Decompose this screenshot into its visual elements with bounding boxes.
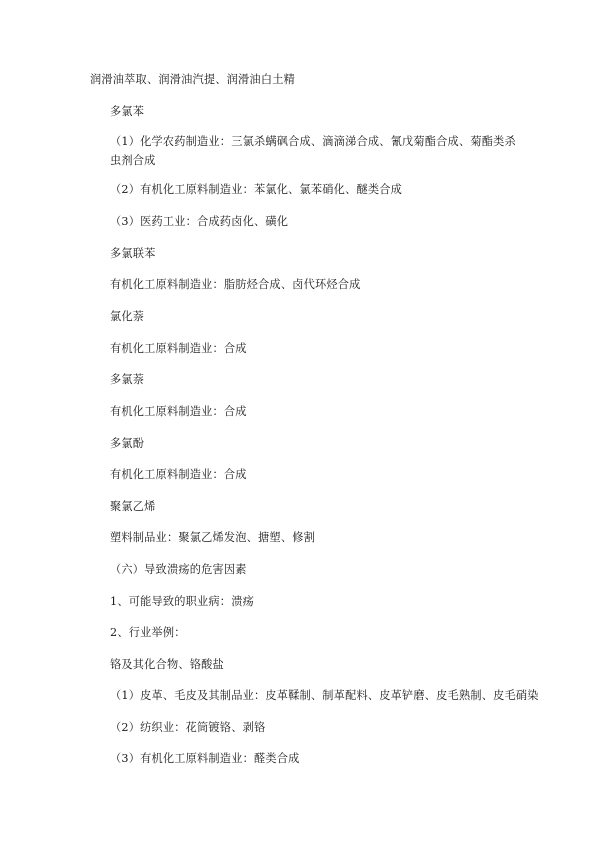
- heading-pvc: 聚氯乙烯: [110, 500, 156, 513]
- text-line-organic-chem-6: （3）有机化工原料制造业：醛类合成: [110, 752, 300, 765]
- text-line-organic-chem-1: （2）有机化工原料制造业：苯氯化、氯苯硝化、醚类合成: [110, 183, 403, 196]
- text-line-textile: （2）纺织业：花筒镀铬、剥铬: [110, 721, 266, 734]
- heading-polychloronaphthalene: 多氯萘: [110, 373, 145, 386]
- heading-polychlorophenol: 多氯酚: [110, 437, 145, 450]
- section-heading-ulcer: （六）导致溃疡的危害因素: [110, 563, 247, 576]
- text-line-plastics: 塑料制品业：聚氯乙烯发泡、搪塑、修割: [110, 531, 315, 544]
- heading-chromium: 铬及其化合物、铬酸盐: [110, 658, 224, 671]
- text-line-organic-chem-4: 有机化工原料制造业：合成: [110, 405, 247, 418]
- text-line-lubricant: 润滑油萃取、润滑油汽提、润滑油白土精: [90, 73, 295, 86]
- text-line-pharma: （3）医药工业：合成药卤化、磺化: [110, 215, 289, 228]
- text-line-organic-chem-2: 有机化工原料制造业：脂肪烃合成、卤代环烃合成: [110, 278, 361, 291]
- text-line-industry-examples: 2、行业举例：: [110, 626, 186, 639]
- text-line-occupational-disease: 1、可能导致的职业病：溃疡: [110, 595, 254, 608]
- text-line-pesticide: [110, 132, 520, 170]
- heading-chloronaphthalene: 氯化萘: [110, 310, 145, 323]
- text-line-leather: （1）皮革、毛皮及其制品业：皮革鞣制、制革配料、皮革铲磨、皮毛熟制、皮毛硝染: [110, 689, 539, 702]
- text-line-organic-chem-3: 有机化工原料制造业：合成: [110, 342, 247, 355]
- heading-polychlorobenzene: 多氯苯: [110, 105, 145, 118]
- text-pesticide-content: （1）化学农药制造业：三氯杀螨砜合成、滴滴涕合成、氰戊菊酯合成、菊酯类杀虫剂合成: [110, 135, 516, 167]
- text-line-organic-chem-5: 有机化工原料制造业：合成: [110, 468, 247, 481]
- heading-pcb: 多氯联苯: [110, 247, 156, 260]
